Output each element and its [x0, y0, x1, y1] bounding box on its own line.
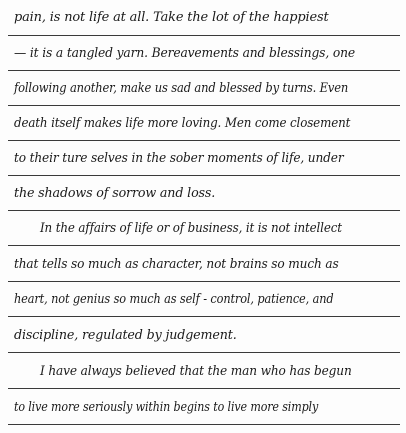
ruled-line — [8, 424, 400, 425]
ruled-line — [8, 210, 400, 211]
text-line: the shadows of sorrow and loss. — [14, 186, 216, 201]
ruled-line — [8, 352, 400, 353]
text-line: to their ture selves in the sober moments of life, under — [14, 151, 344, 166]
ruled-line — [8, 35, 400, 36]
text-line: In the affairs of life or of business, it is not intellect — [40, 221, 342, 236]
ruled-line — [8, 316, 400, 317]
text-line: to live more seriously within begins to live more simply — [14, 400, 319, 415]
text-line: death itself makes life more loving. Men come closement — [14, 116, 351, 131]
ruled-line — [8, 105, 400, 106]
text-line: heart, not genius so much as self - control, patience, and — [14, 292, 334, 307]
text-line: that tells so much as character, not brains so much as — [14, 257, 339, 272]
text-line: — it is a tangled yarn. Bereavements and blessings, one — [14, 46, 355, 61]
ruled-line — [8, 140, 400, 141]
text-line: pain, is not life at all. Take the lot of the happiest — [14, 10, 329, 25]
text-line: discipline, regulated by judgement. — [14, 328, 237, 343]
ruled-line — [8, 70, 400, 71]
text-line: following another, make us sad and blessed by turns. Even — [14, 81, 349, 96]
ruled-line — [8, 281, 400, 282]
ruled-line — [8, 175, 400, 176]
text-line: I have always believed that the man who has begun — [40, 364, 352, 379]
ruled-line — [8, 388, 400, 389]
ruled-line — [8, 245, 400, 246]
